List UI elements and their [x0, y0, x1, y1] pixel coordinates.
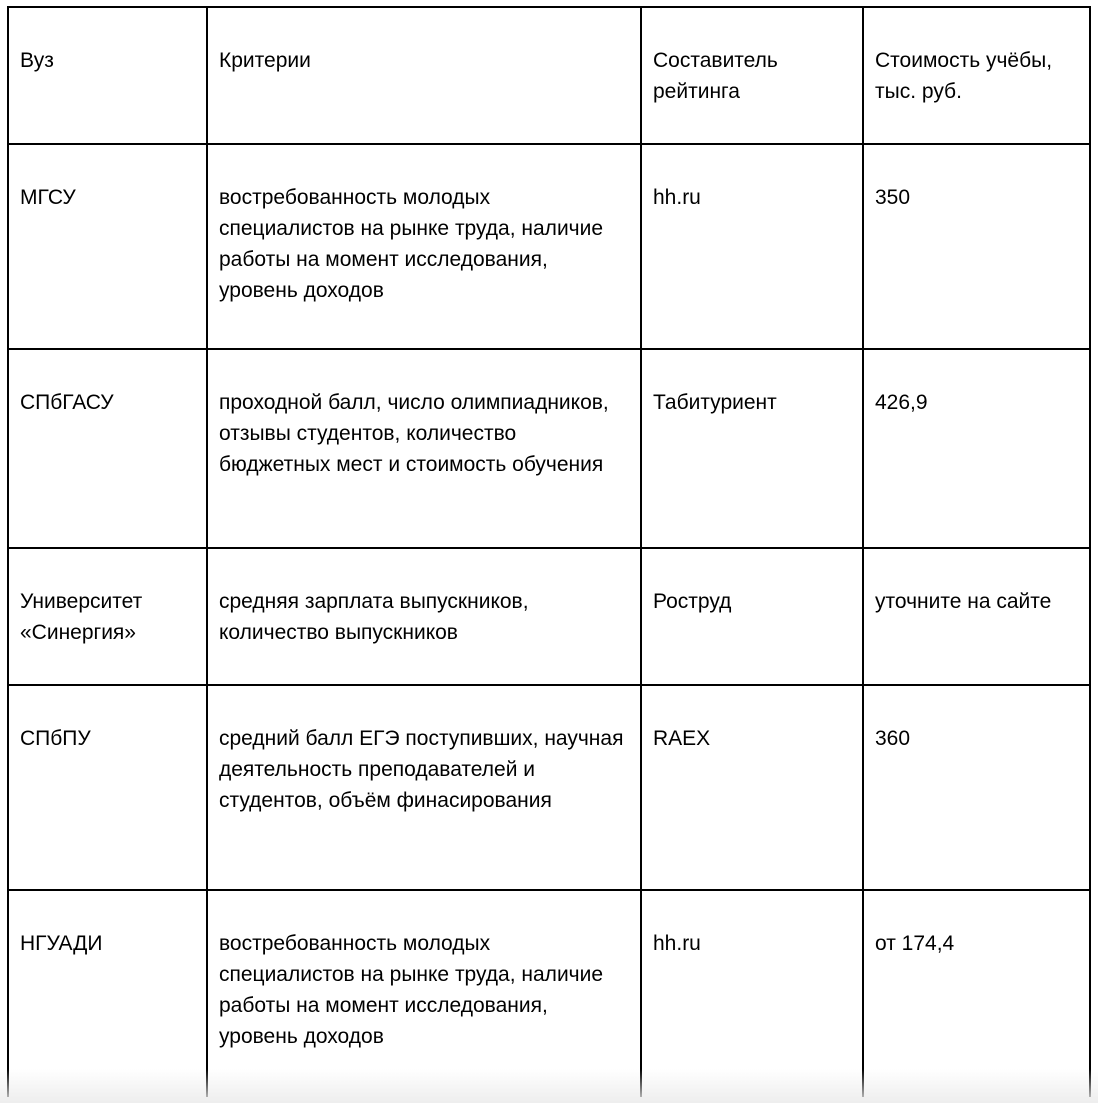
cell-rating-author: hh.ru [641, 144, 863, 349]
header-university: Вуз [8, 7, 207, 144]
cell-rating-author: RAEX [641, 685, 863, 890]
cell-tuition-cost: 350 [863, 144, 1090, 349]
cell-rating-author: Роструд [641, 548, 863, 685]
university-rating-table [7, 6, 1091, 1097]
cell-tuition-cost: 426,9 [863, 349, 1090, 548]
table-row [8, 685, 1090, 890]
cell-university: СПбПУ [8, 685, 207, 890]
cell-rating-author: hh.ru [641, 890, 863, 1097]
cell-university: МГСУ [8, 144, 207, 349]
header-criteria: Критерии [207, 7, 641, 144]
cell-criteria: востребованность молодых специалистов на рынке труда, наличие работы на момент исследования, уровень доходов [207, 144, 641, 349]
cell-criteria: средняя зарплата выпускников, количество выпускников [207, 548, 641, 685]
cell-tuition-cost: уточните на сайте [863, 548, 1090, 685]
cell-rating-author: Табитуриент [641, 349, 863, 548]
header-tuition-cost: Стоимость учёбы, тыс. руб. [863, 7, 1090, 144]
cell-tuition-cost: 360 [863, 685, 1090, 890]
cell-university: СПбГАСУ [8, 349, 207, 548]
cell-criteria: проходной балл, число олимпиадников, отзывы студентов, количество бюджетных мест и стоимость обучения [207, 349, 641, 548]
header-rating-author: Составитель рейтинга [641, 7, 863, 144]
cell-tuition-cost: от 174,4 [863, 890, 1090, 1097]
table-row [8, 548, 1090, 685]
cell-criteria: востребованность молодых специалистов на рынке труда, наличие работы на момент исследования, уровень доходов [207, 890, 641, 1097]
table-header-row [8, 7, 1090, 144]
table-row [8, 890, 1090, 1097]
cell-university: Университет «Синергия» [8, 548, 207, 685]
cell-criteria: средний балл ЕГЭ поступивших, научная деятельность преподавателей и студентов, объём финасирования [207, 685, 641, 890]
rating-table-frame [7, 6, 1089, 1096]
table-row [8, 349, 1090, 548]
table-row [8, 144, 1090, 349]
cell-university: НГУАДИ [8, 890, 207, 1097]
